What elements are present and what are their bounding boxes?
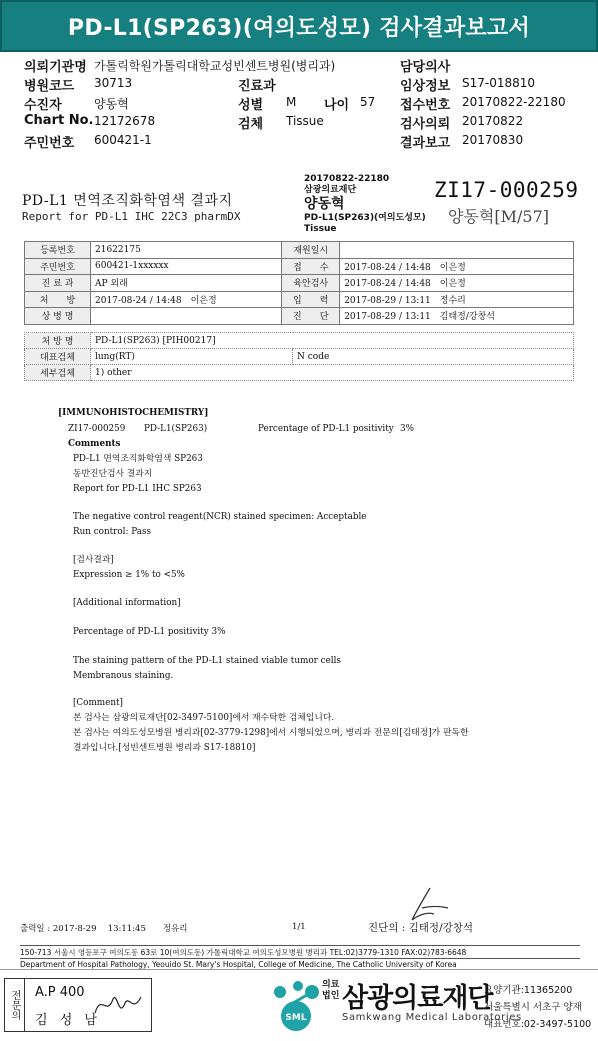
specimen-value: Tissue — [286, 114, 324, 128]
report-title-bar — [0, 0, 598, 52]
page-number: 1/1 — [292, 922, 306, 932]
info-cell-v1: 21622175 — [91, 242, 282, 259]
body-line: The negative control reagent(NCR) stained specimen: Acceptable — [73, 512, 367, 522]
table-row — [25, 258, 574, 275]
info-cell-k2: 재원일시 — [282, 242, 340, 259]
institution-value: 가톨릭학원가톨릭대학교성빈센트병원(병리과) — [94, 59, 336, 73]
table-row — [25, 275, 574, 292]
info-cell-v1: 600421-1xxxxxx — [91, 258, 282, 275]
print-footer — [20, 922, 474, 934]
body-marker: PD-L1(SP263) — [144, 424, 208, 434]
table-row — [25, 291, 574, 308]
info-cell-k2: 입 력 — [282, 291, 340, 308]
info-cell-v2: 2017-08-24 / 14:48 이은정 — [340, 275, 574, 292]
receipt-label: 접수번호 — [400, 98, 451, 113]
address-line: 150-713 서울시 영등포구 여의도동 63로 10(여의도동) 가톨릭대학교 여의도성모병원 병리과 TEL:02)3779-1310 FAX:02)783-6648 — [20, 948, 467, 957]
report-date-label: 결과보고 — [400, 136, 451, 151]
stamp-signature-icon — [89, 983, 149, 1027]
body-positivity-label: Percentage of PD-L1 positivity — [258, 424, 394, 434]
body-line: 동반진단검사 결과지 — [73, 469, 153, 479]
corp-label: 의료법인 — [322, 980, 340, 1001]
age-value: 57 — [360, 95, 376, 109]
report-id-block — [304, 174, 426, 235]
info-cell-v2: 2017-08-24 / 14:48 이은정 — [340, 258, 574, 275]
info-cell-k2: 접 수 — [282, 258, 340, 275]
dept-label: 진료과 — [238, 79, 276, 94]
body-line: [Comment] — [73, 698, 123, 708]
specimen-label: 검체 — [238, 117, 264, 132]
address-footer — [20, 945, 580, 970]
scanned-report — [0, 164, 598, 964]
table-row — [25, 349, 574, 365]
diagnosis-doctors: 진단의 : 김태정/강창석 — [368, 922, 474, 934]
body-line: PD-L1 면역조직화학염색 SP263 — [73, 454, 203, 464]
info-cell-v1: AP 외래 — [91, 275, 282, 292]
sex-value: M — [286, 95, 297, 109]
report-title: PD-L1(SP263)(여의도성모) 검사결과보고서 — [67, 15, 531, 41]
rrn-value: 600421-1 — [94, 133, 152, 147]
info-cell-k2: 육안검사 — [282, 275, 340, 292]
body-case-id: ZI17-000259 — [68, 424, 126, 434]
foundation-name: 삼광의료재단 — [342, 983, 493, 1014]
header-info — [0, 56, 598, 152]
body-line: 결과입니다.[성빈센트병원 병리과 S17-18810] — [73, 743, 256, 753]
specimen-type: Tissue — [304, 224, 337, 234]
patient-name: 양동혁 — [304, 196, 345, 212]
foundation-contact — [484, 982, 591, 1033]
request-value: 20170822 — [462, 114, 524, 128]
body-line: [검사결과] — [73, 555, 114, 565]
detail-value: 1) other — [91, 365, 574, 381]
info-cell-v2 — [340, 242, 574, 259]
dept-english: Department of Hospital Pathology, Yeouido St. Mary's Hospital, College of Medicine, The Catholic University of Korea — [20, 958, 580, 970]
sex-label: 성별 — [238, 98, 264, 113]
info-cell-k1: 진 료 과 — [25, 275, 91, 292]
sml-logo-text: SML — [285, 1013, 307, 1023]
body-line: Report for PD-L1 IHC SP263 — [73, 484, 202, 494]
body-line: Percentage of PD-L1 positivity 3% — [73, 627, 226, 637]
prescription-table — [24, 332, 574, 381]
table-row — [25, 365, 574, 381]
foundation-phone: 대표번호:02-3497-5100 — [484, 1019, 592, 1030]
clinical-info-label: 임상정보 — [400, 79, 451, 94]
rep-specimen-label: 대표검체 — [25, 349, 91, 365]
body-positivity-value: 3% — [400, 424, 414, 434]
report-date-value: 20170830 — [462, 133, 524, 147]
info-cell-k1: 처 방 — [25, 291, 91, 308]
institution-label: 의뢰기관명 — [24, 60, 87, 75]
body-line: Membranous staining. — [73, 671, 174, 681]
foundation-address: 서울특별시 서초구 양재 — [484, 1002, 582, 1013]
hospital-code-value: 30713 — [94, 76, 133, 90]
body-line: 본 검사는 여의도성모병원 병리과[02-3779-1298]에서 시행되었으며, 병리과 전문의[김태정]가 판독한 — [73, 728, 469, 738]
doctor-label: 담당의사 — [400, 60, 451, 75]
info-cell-v2: 2017-08-29 / 13:11 정수리 — [340, 291, 574, 308]
stamp-ap: A.P 400 — [35, 985, 85, 1000]
section-heading: [IMMUNOHISTOCHEMISTRY] — [58, 408, 209, 418]
table-row — [25, 242, 574, 259]
receipt-no: 20170822-22180 — [304, 174, 390, 184]
hospital-code-label: 병원코드 — [24, 79, 75, 94]
age-label: 나이 — [324, 98, 350, 113]
info-cell-k1: 주민번호 — [25, 258, 91, 275]
rep-specimen-value: lung(RT) — [91, 349, 293, 365]
report-title-kr: PD-L1 면역조직화학염색 결과지 — [22, 193, 233, 209]
receipt-value: 20170822-22180 — [462, 95, 566, 109]
comments-heading: Comments — [68, 439, 121, 449]
patient-info-table — [24, 241, 574, 325]
stamp-name: 김 성 남 — [35, 1013, 101, 1028]
print-line: 출력일 : 2017-8-29 13:11:45 정유리 — [20, 924, 188, 934]
info-cell-v1 — [91, 308, 282, 325]
info-cell-v1: 2017-08-24 / 14:48 이은정 — [91, 291, 282, 308]
chart-label: Chart No. — [24, 113, 94, 128]
rrn-label: 주민번호 — [24, 136, 75, 151]
chart-value: 12172678 — [94, 114, 156, 128]
table-row — [25, 308, 574, 325]
info-cell-k1: 등록번호 — [25, 242, 91, 259]
body-line: [Additional information] — [73, 598, 181, 608]
test-name: PD-L1(SP263)(여의도성모) — [304, 213, 426, 223]
rx-label: 처 방 명 — [25, 333, 91, 349]
report-title-en: Report for PD-L1 IHC 22C3 pharmDX — [22, 210, 241, 223]
case-id: ZI17-000259 — [434, 178, 579, 202]
body-line: Expression ≥ 1% to <5% — [73, 570, 185, 580]
body-line: The staining pattern of the PD-L1 stained viable tumor cells — [73, 656, 341, 666]
info-cell-k1: 상 병 명 — [25, 308, 91, 325]
table-row — [25, 333, 574, 349]
request-label: 검사의뢰 — [400, 117, 451, 132]
patient-label: 수진자 — [24, 98, 62, 113]
body-line: Run control: Pass — [73, 527, 152, 537]
foundation-small: 삼광의료재단 — [304, 185, 357, 195]
patient-value: 양동혁 — [94, 97, 129, 111]
info-cell-k2: 진 단 — [282, 308, 340, 325]
stamp-vertical-label: 전문의 — [5, 979, 25, 1031]
bottom-footer — [0, 969, 598, 1041]
foundation-english: Samkwang Medical Laboratories — [342, 1012, 522, 1023]
info-cell-v2: 2017-08-29 / 13:11 김태정/강창석 — [340, 308, 574, 325]
name-sex-age: 양동혁[M/57] — [448, 207, 549, 226]
detail-label: 세부검체 — [25, 365, 91, 381]
rx-value: PD-L1(SP263) [PIH00217] — [91, 333, 574, 349]
institution-number: 요양기관:11365200 — [484, 985, 573, 996]
sml-logo-icon — [268, 978, 324, 1034]
body-line: 본 검사는 삼광의료재단[02-3497-5100]에서 재수탁한 검체입니다. — [73, 713, 335, 723]
clinical-info-value: S17-018810 — [462, 76, 536, 90]
ncode-label: N code — [293, 349, 574, 365]
specialist-stamp — [4, 978, 152, 1032]
